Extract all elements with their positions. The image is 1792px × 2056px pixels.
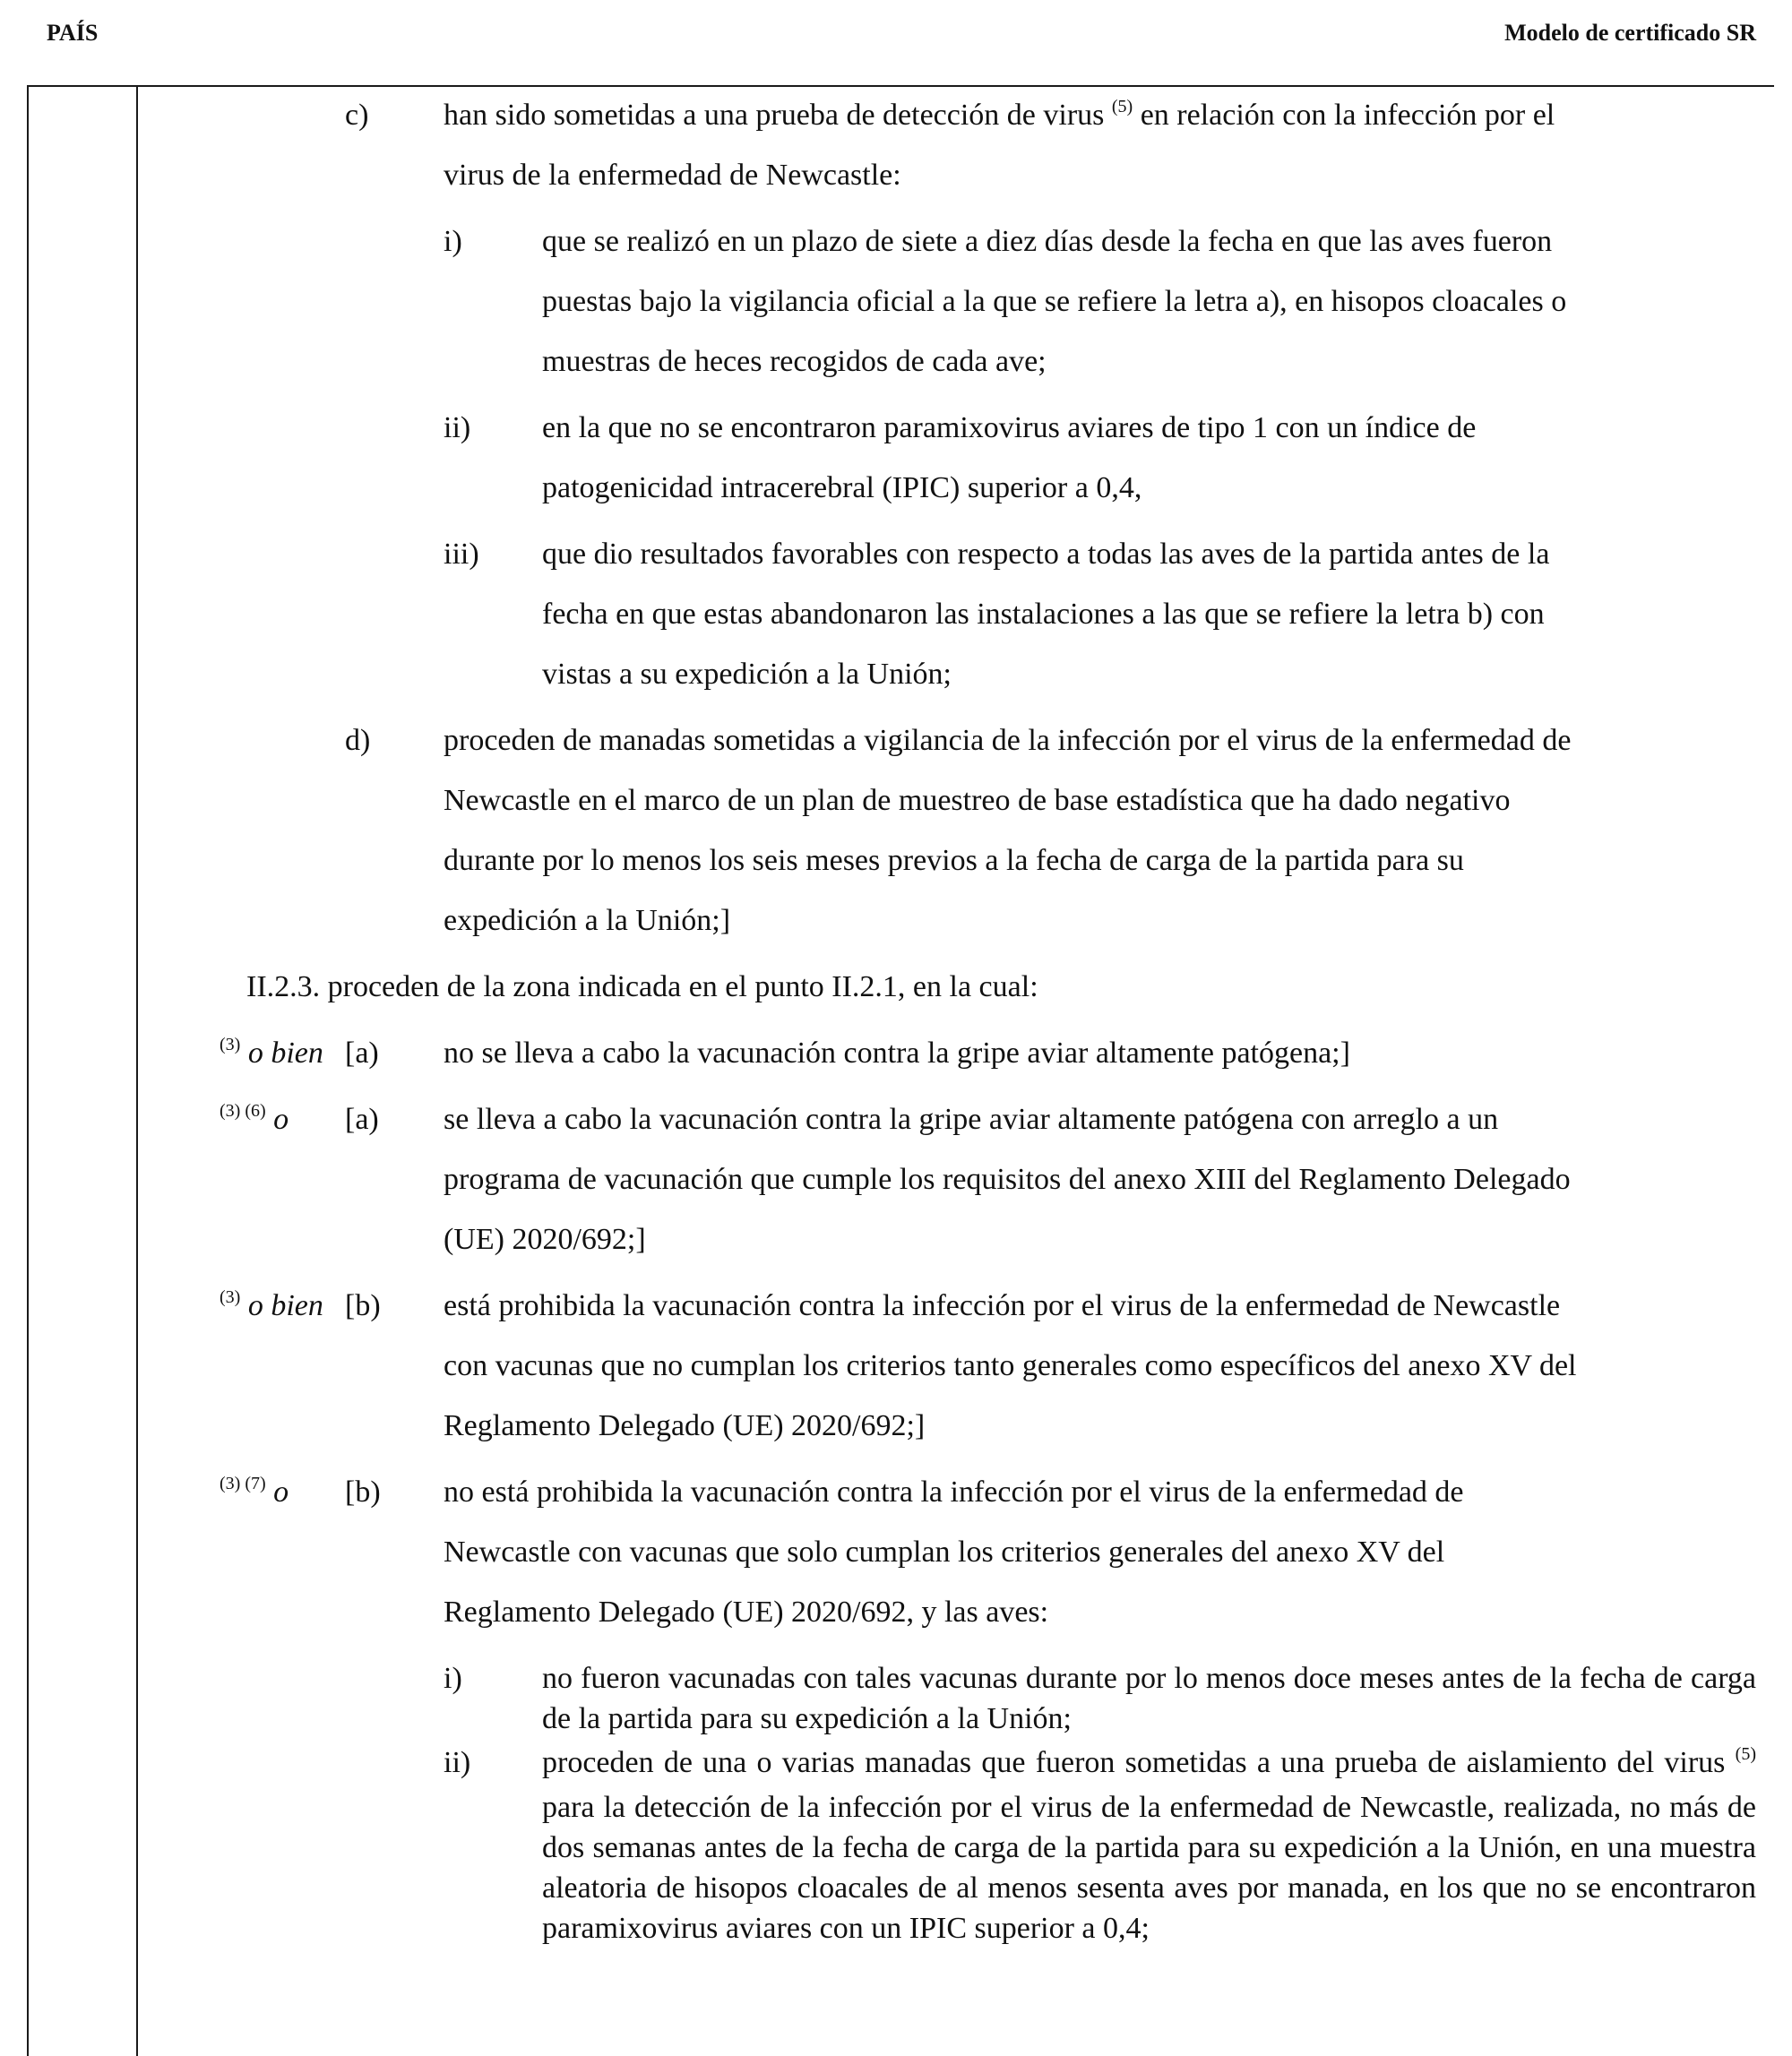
item-c-line-1: han sido sometidas a una prueba de detección de virus $^{(5)}$ en relación con la infección por el [444, 97, 1555, 132]
item-d-line-4: expedición a la Unión;] [444, 904, 731, 937]
option-b1-line-2: con vacunas que no cumplan los criterios tanto generales como específicos del anexo XV del [444, 1349, 1577, 1382]
option-a1-line-1: no se lleva a cabo la vacunación contra la gripe aviar altamente patógena;] [444, 1037, 1350, 1070]
header-model-title: Modelo de certificado SR [1504, 20, 1756, 46]
option-a1-label: [a) [345, 1037, 379, 1070]
option-b2-i-label: i) [444, 1662, 462, 1695]
item-c-ii-label: ii) [444, 411, 471, 444]
option-a2-line-3: (UE) 2020/692;] [444, 1223, 646, 1256]
item-c-i-line-3: muestras de heces recogidos de cada ave; [542, 345, 1047, 378]
item-d-label: d) [345, 724, 371, 757]
item-d-line-3: durante por lo menos los seis meses previos a la fecha de carga de la partida para su [444, 844, 1464, 877]
item-c-iii-line-2: fecha en que estas abandonaron las instalaciones a las que se refiere la letra b) con [542, 598, 1545, 631]
option-a2-prefix: $^{(3) (6)}$ o [220, 1101, 289, 1136]
option-b2-i-text: no fueron vacunadas con tales vacunas durante por lo menos doce meses antes de la fecha de carga de la partida para su expedición a la Unión; [542, 1662, 1756, 1735]
option-a2-line-1: se lleva a cabo la vacunación contra la gripe aviar altamente patógena con arreglo a un [444, 1103, 1499, 1136]
item-d-line-1: proceden de manadas sometidas a vigilancia de la infección por el virus de la enfermedad de [444, 724, 1572, 757]
option-b2-prefix: $^{(3) (7)}$ o [220, 1474, 289, 1509]
item-d-line-2: Newcastle en el marco de un plan de muestreo de base estadística que ha dado negativo [444, 784, 1511, 817]
frame-left-border [27, 85, 29, 2056]
option-a2-label: [a) [345, 1103, 379, 1136]
item-c-label: c) [345, 99, 369, 132]
option-a1-prefix: $^{(3)}$ o bien [220, 1035, 323, 1070]
item-c-i-line-1: que se realizó en un plazo de siete a diez días desde la fecha en que las aves fueron [542, 225, 1553, 258]
item-c-line-2: virus de la enfermedad de Newcastle: [444, 159, 901, 192]
option-b2-label: [b) [345, 1475, 381, 1509]
item-c-i-line-2: puestas bajo la vigilancia oficial a la que se refiere la letra a), en hisopos cloacales o [542, 285, 1567, 318]
item-c-i-label: i) [444, 225, 462, 258]
item-c-iii-line-3: vistas a su expedición a la Unión; [542, 658, 952, 691]
option-b2-ii-text: proceden de una o varias manadas que fueron sometidas a una prueba de aislamiento del virus $^{(5)}$ para la detección de la infección por el virus de la enfermedad de Newcastle, realizada, no más de dos semanas antes de la fecha de carga de la partida para su expedición a la Unión, en una muestra aleatoria de hisopos cloacales de al menos sesenta aves por manada, en los que no se encontraron paramixovirus aviares con un IPIC superior a 0,4; [542, 1744, 1756, 1945]
header-country: PAÍS [47, 20, 99, 46]
option-b2-line-3: Reglamento Delegado (UE) 2020/692, y las aves: [444, 1596, 1049, 1629]
option-b2-line-1: no está prohibida la vacunación contra la infección por el virus de la enfermedad de [444, 1475, 1464, 1509]
section-ii-2-3: II.2.3. proceden de la zona indicada en el punto II.2.1, en la cual: [246, 970, 1038, 1003]
option-b1-label: [b) [345, 1289, 381, 1322]
option-b1-line-1: está prohibida la vacunación contra la infección por el virus de la enfermedad de Newcastle [444, 1289, 1561, 1322]
item-c-iii-label: iii) [444, 538, 479, 571]
option-b1-prefix: $^{(3)}$ o bien [220, 1287, 323, 1322]
item-c-ii-line-2: patogenicidad intracerebral (IPIC) superior a 0,4, [542, 471, 1142, 504]
frame-column-divider [136, 85, 138, 2056]
option-b1-line-3: Reglamento Delegado (UE) 2020/692;] [444, 1409, 926, 1442]
option-b2-line-2: Newcastle con vacunas que solo cumplan los criterios generales del anexo XV del [444, 1536, 1445, 1569]
option-b2-ii-label: ii) [444, 1746, 471, 1779]
item-c-ii-line-1: en la que no se encontraron paramixovirus aviares de tipo 1 con un índice de [542, 411, 1477, 444]
item-c-iii-line-1: que dio resultados favorables con respecto a todas las aves de la partida antes de la [542, 538, 1550, 571]
option-a2-line-2: programa de vacunación que cumple los requisitos del anexo XIII del Reglamento Delegado [444, 1163, 1571, 1196]
